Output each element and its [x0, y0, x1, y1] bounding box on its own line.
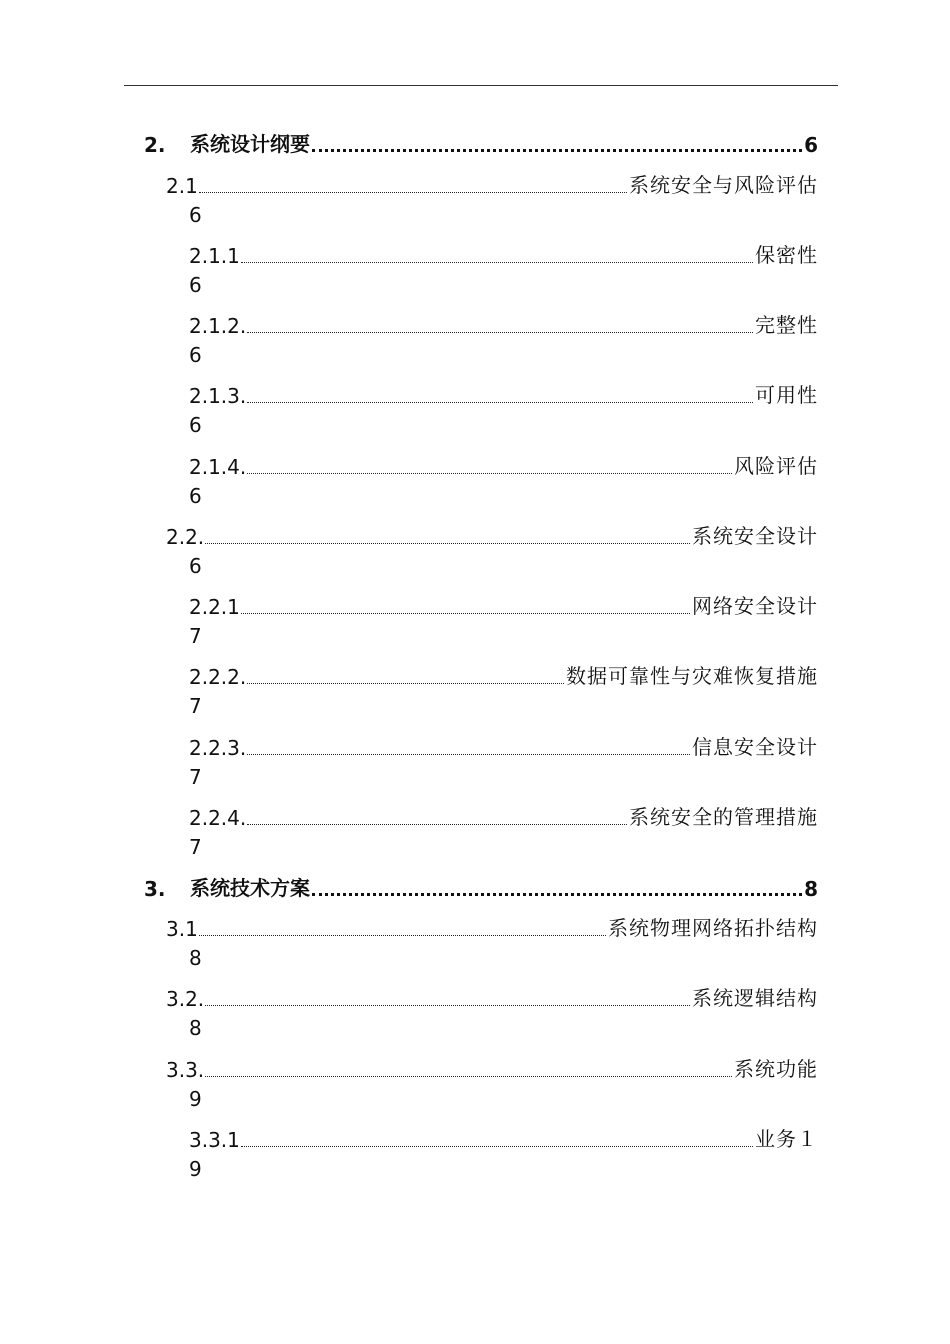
toc-title: 信息安全设计 [692, 735, 818, 759]
toc-number: 2.1.1 [189, 244, 240, 268]
toc-entry-3-3-1[interactable] [189, 1126, 818, 1183]
toc-number: 3.1 [166, 917, 198, 941]
toc-number: 2.2.3. [189, 736, 247, 760]
toc-title: 风险评估 [734, 454, 818, 478]
dot-leader [241, 262, 753, 263]
toc-number: 3.3.1 [189, 1128, 240, 1152]
toc-entry-2-2-4[interactable] [189, 804, 818, 861]
toc-title: 系统逻辑结构 [692, 986, 818, 1010]
toc-number: 2.1.4. [189, 455, 247, 479]
toc-number: 2.1 [166, 174, 198, 198]
toc-page-number: 9 [189, 1157, 202, 1181]
toc-page-number: 7 [189, 694, 202, 718]
toc-page-number: 6 [804, 133, 818, 157]
toc-title: 系统物理网络拓扑结构 [608, 916, 818, 940]
toc-entry-2-2-2[interactable] [189, 663, 818, 720]
toc-entry-2-2-1[interactable] [189, 593, 818, 650]
dot-leader [205, 543, 690, 544]
toc-entry-2-1-1[interactable] [189, 242, 818, 299]
dot-leader [241, 613, 690, 614]
toc-page-number: 6 [189, 413, 202, 437]
toc-title: 完整性 [755, 313, 818, 337]
toc-number: 3.3. [166, 1058, 205, 1082]
toc-page-number: 7 [189, 624, 202, 648]
toc-page-number: 9 [189, 1087, 202, 1111]
toc-title: 保密性 [755, 243, 818, 267]
toc-title: 可用性 [755, 383, 818, 407]
toc-number: 3. [144, 877, 166, 901]
toc-number: 2.2. [166, 525, 205, 549]
toc-title: 系统技术方案 [190, 876, 310, 900]
toc-entry-2-1-2[interactable] [189, 312, 818, 369]
toc-page-number: 6 [189, 273, 202, 297]
toc-page-number: 6 [189, 343, 202, 367]
toc-number: 2.1.3. [189, 384, 247, 408]
dot-leader [312, 893, 802, 896]
toc-page-number: 8 [804, 877, 818, 901]
toc-number: 3.2. [166, 987, 205, 1011]
toc-page-number: 6 [189, 203, 202, 227]
toc-chapter-2[interactable] [144, 131, 818, 157]
dot-leader [247, 402, 753, 403]
toc-page-number: 6 [189, 484, 202, 508]
dot-leader [247, 683, 564, 684]
dot-leader [247, 824, 627, 825]
toc-entry-2-1-4[interactable] [189, 453, 818, 510]
toc-page-number: 8 [189, 946, 202, 970]
toc-title: 系统设计纲要 [190, 132, 310, 156]
toc-entry-3-3[interactable] [166, 1056, 818, 1113]
toc-chapter-3[interactable] [144, 875, 818, 901]
toc-title: 网络安全设计 [692, 594, 818, 618]
toc-number: 2.2.2. [189, 665, 247, 689]
dot-leader [205, 1005, 690, 1006]
toc-title: 业务１ [755, 1127, 818, 1151]
toc-title: 系统安全设计 [692, 524, 818, 548]
dot-leader [247, 332, 753, 333]
toc-page-number: 6 [189, 554, 202, 578]
dot-leader [199, 935, 606, 936]
dot-leader [205, 1076, 732, 1077]
toc-title: 系统安全与风险评估 [629, 173, 818, 197]
toc-entry-2-1-3[interactable] [189, 382, 818, 439]
toc-number: 2.2.4. [189, 806, 247, 830]
toc-entry-2-2[interactable] [166, 523, 818, 580]
toc-entry-3-2[interactable] [166, 985, 818, 1042]
toc-number: 2. [144, 133, 166, 157]
toc-number: 2.1.2. [189, 314, 247, 338]
dot-leader [247, 754, 690, 755]
toc-entry-2-1[interactable] [166, 172, 818, 229]
toc-number: 2.2.1 [189, 595, 240, 619]
toc-title: 数据可靠性与灾难恢复措施 [566, 664, 818, 688]
toc-page-number: 8 [189, 1016, 202, 1040]
toc-title: 系统功能 [734, 1057, 818, 1081]
toc-page-number: 7 [189, 765, 202, 789]
dot-leader [312, 149, 802, 152]
toc-entry-3-1[interactable] [166, 915, 818, 972]
toc-page-number: 7 [189, 835, 202, 859]
dot-leader [241, 1146, 753, 1147]
toc-entry-2-2-3[interactable] [189, 734, 818, 791]
toc-title: 系统安全的管理措施 [629, 805, 818, 829]
dot-leader [247, 473, 732, 474]
dot-leader [199, 192, 627, 193]
